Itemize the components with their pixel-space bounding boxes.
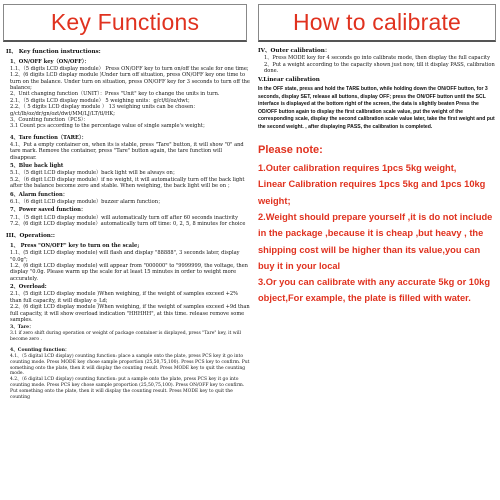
how-to-calibrate-title: How to calibrate xyxy=(292,9,462,35)
outer-calibration-step-2: 2、Put a weight according to the capacity shown just now, till it display PASS, calibration done. xyxy=(264,61,495,75)
section-operation: III、Operation:: xyxy=(6,233,55,240)
note-1: 1.Outer calibration requires 1pcs 5kg weight, xyxy=(258,163,457,174)
back-light-6digit-text: 5.2、（6 digit LCD display module）if no weight, it will automatically turn off the back light after the balance become zero and stable. When weighing, the back light will be on ； xyxy=(10,176,245,190)
back-light-5digit-text: 5.1、（5 digit LCD display module）back light will be always on； xyxy=(10,170,178,177)
alarm-function-heading: 6、Alarm function： xyxy=(10,191,68,198)
key-functions-column xyxy=(6,46,250,496)
operation-6digit-text: 1.2、(6 digit LCD display module) will appear from "000000" to "9999999, the voltage, then display "0.0g. Please warm up the scale for at least 15 minutes in order to weight more accurately. xyxy=(10,262,248,282)
key-functions-header xyxy=(3,4,247,42)
alarm-function-text: 6.1、（6 digit LCD display module）buzzer alarm function； xyxy=(10,198,164,205)
counting-5digit-text: 4.1、（5 digital LCD display) counting function: place a sample onto the plate, press PCS key it go into counting mode. Press MODE key chose sample proportion (25,50,75,100). Press PCS key to confirm. Put something onto the plate, then it will display the counting result. Press MODE key to quit the counting mode. xyxy=(10,353,250,377)
key-functions-title: Key Functions xyxy=(50,9,200,35)
section-key-function-instructions: II、 Key function instructions: xyxy=(6,49,101,55)
unit-5digit-text: 2.1、（5 digits LCD display module） 5 weighing units：g/ct/tl/oz/dwt； xyxy=(10,97,193,104)
outer-calibration-step-1: 1、Press MODE key for 4 seconds go into calibrate mode, then display the full capacity xyxy=(264,55,490,62)
linear-calibration-heading: V.Linear calibration xyxy=(258,76,320,83)
back-light-heading: 5、Blue back light xyxy=(10,163,64,170)
unit-changing-text: 2、Unit changing function（UNIT）：Press "Unit" key to change the units in turn. xyxy=(10,91,220,98)
operation-5digit-text: 1.1、(5 digit LCD display module) will flash and display "88888", 3 seconds later, display "0.0g"; xyxy=(10,250,240,263)
how-to-calibrate-header xyxy=(258,4,496,42)
tare-function-text: 4.1、Put a empty container on, when its is stable, press "Tare" button, it will show "0" and tare mark. Remove the container, press "Tare" button again, the tare function will disappear. xyxy=(10,142,244,161)
section-counting-function: 4、Counting function： xyxy=(10,347,70,353)
onoff-key-heading: 1、ON/OFF key（ON/OFF）： xyxy=(10,58,90,65)
note-3: 3.Or you can calibrate with any accurate 5kg or 10kg object,For example, the plate is filled with water. xyxy=(258,277,491,304)
tare-function-heading: 4、Tare function（TARE）： xyxy=(10,134,87,141)
counting-function-heading: 3、Counting function（PCS）： xyxy=(10,117,89,124)
overload-heading: 2、Overload: xyxy=(10,284,47,291)
operation-turn-on-heading: 1、 Press "ON/OFF" key to turn on the scale; xyxy=(10,242,140,249)
counting-function-text: 3.1 Count pcs according to the percentage value of single sample's weight； xyxy=(10,123,208,130)
power-saved-6digit-text: 7.2、(6 digit LCD display module）automatically turn off time: 0, 2, 5, 8 minutes for choice xyxy=(10,220,246,227)
power-saved-5digit-text: 7.1、（5 digit LCD display module）will automatically turn off after 60 seconds inactivity xyxy=(10,214,238,221)
overload-5digit-text: 2.1、(5 digit LCD display module )When weighing, if the weight of samples exceed +2% than full capacity, it will display o_Ld; xyxy=(10,291,238,304)
counting-6digit-text: 4.2、（6 digital LCD display) counting function: put a sample onto the plate, press PCS key it go into counting mode. Press PCS key chose sample proportion (25,50,75,100). Press ON/OFF key to confirm. Put something onto the plate, then it will display the counting result. Press MODE key to quit the counting xyxy=(10,377,245,400)
please-note-title: Please note: xyxy=(258,144,323,157)
power-saved-heading: 7、Power saved function： xyxy=(10,207,87,214)
calibration-column xyxy=(258,46,496,496)
operation-tare-text: 3.1 if zero shift during operation or weight of package container is displayed, press "Tare" key, it will become zero . xyxy=(10,331,241,343)
onoff-6digit-text: 1.2、(6 digits LCD display module )Under turn off situation, press ON/OFF key one time to turn on the balance. Under turn on situation, press ON/OFF key for 3 seconds to turn off the balance; xyxy=(10,72,250,92)
note-2: 2.Weight should prepare yourself ,it is do not include in the package ,because it is cheap ,but heavy , the shipping cost will be higher than its value,you can buy it in your local xyxy=(258,211,493,271)
unit-13-units-text: 2.2、（ 5 digits LCD display module ） 13 weighing units can be chosen：g/ct/lb/oz/dr/gn/ozt/dwt/MM/LJ/LT/tl/HK; xyxy=(10,104,199,117)
onoff-5digit-text: 1.1、（5 digits LCD display module） Press ON/OFF key to turn on/off the scale for one time; xyxy=(10,65,249,72)
operation-tare-heading: 3、Tare： xyxy=(10,325,34,331)
outer-calibration-heading: IV、Outer calibration： xyxy=(258,48,331,54)
note-1-linear: Linear Calibration requires 1pcs 5kg and 1pcs 10kg weight; xyxy=(258,179,486,206)
linear-calibration-text: In the OFF state, press and hold the TARE button, while holding down the ON/OFF button, for 3 seconds, display SET, release all buttons, display OFF; press the ON/OFF button until the SCL interface is displayed at the bottom right of the screen, the data is slightly beaten Press the OD/OFF button again to display the first calibration scale value, put the weight of the corresponding scale, display the second calibration scale value later, take the first weight and put the second weight. , after displaying PASS, the calibration is completed. xyxy=(258,86,495,130)
overload-6digit-text: 2.2、(6 digit LCD display module )When weighing, if the weight of samples exceed +9d than full capacity, it will show overload indication "HHHHH", at this time. release remove some samples. xyxy=(10,304,250,323)
